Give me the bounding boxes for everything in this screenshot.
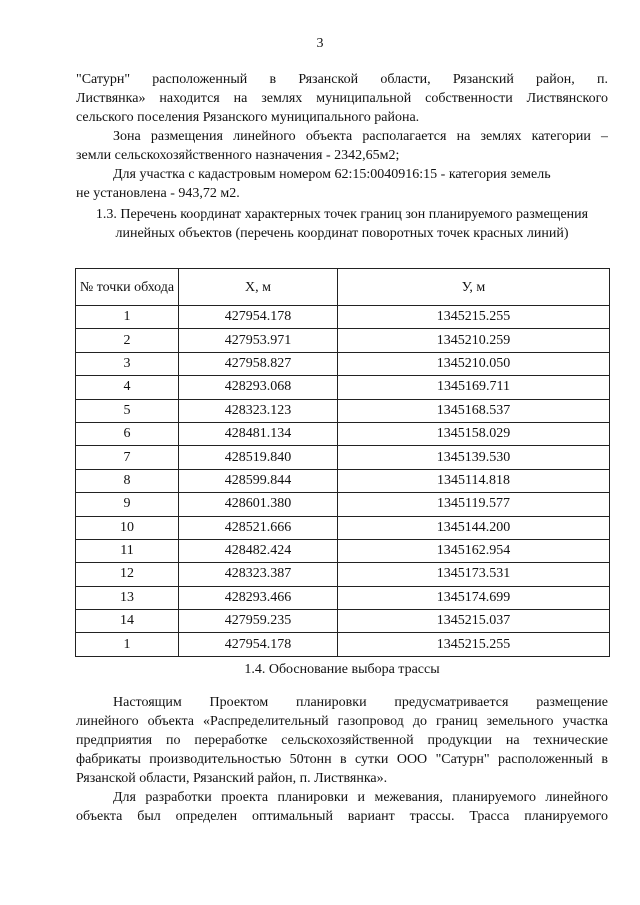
cell-y: 1345210.050 bbox=[338, 352, 610, 375]
text-line: "Сатурн" расположенный в Рязанской области, Рязанский район, п. bbox=[76, 72, 608, 87]
parcel-paragraph bbox=[76, 165, 608, 203]
table-row bbox=[76, 539, 610, 562]
text-line: земли сельскохозяйственного назначения - 2342,65м2; bbox=[76, 148, 400, 163]
route-paragraph bbox=[76, 788, 608, 826]
text-line: сельского поселения Рязанского муниципального района. bbox=[76, 110, 420, 125]
text-line: фабрикаты производительностью 50тонн в сутки ООО "Сатурн" расположенный в bbox=[76, 752, 608, 767]
header-y: У, м bbox=[338, 269, 610, 306]
text-line: Для разработки проекта планировки и межевания, планируемого линейного bbox=[113, 790, 608, 805]
text-line: не установлена - 943,72 м2. bbox=[76, 186, 240, 201]
cell-point: 10 bbox=[76, 516, 179, 539]
cell-point: 1 bbox=[76, 306, 179, 329]
cell-point: 4 bbox=[76, 376, 179, 399]
cell-x: 428323.123 bbox=[179, 399, 338, 422]
page-number: 3 bbox=[316, 36, 324, 51]
cell-x: 428293.466 bbox=[179, 586, 338, 609]
section-heading-1-3 bbox=[76, 205, 608, 243]
cell-point: 5 bbox=[76, 399, 179, 422]
cell-point: 11 bbox=[76, 539, 179, 562]
table-row bbox=[76, 329, 610, 352]
table-row bbox=[76, 493, 610, 516]
cell-x: 428599.844 bbox=[179, 469, 338, 492]
cell-x: 428293.068 bbox=[179, 376, 338, 399]
table-row bbox=[76, 633, 610, 656]
table-row bbox=[76, 422, 610, 445]
text-line: Листвянка» находится на землях муниципальной собственности Листвянского bbox=[76, 91, 608, 106]
text-line: объекта был определен оптимальный вариант трассы. Трасса планируемого bbox=[76, 809, 608, 824]
intro-paragraph bbox=[76, 70, 608, 127]
cell-x: 428521.666 bbox=[179, 516, 338, 539]
cell-y: 1345168.537 bbox=[338, 399, 610, 422]
cell-x: 427958.827 bbox=[179, 352, 338, 375]
text-line: предприятия по переработке сельскохозяйственной продукции на технические bbox=[76, 733, 608, 748]
cell-point: 14 bbox=[76, 610, 179, 633]
section-title: 1.4. Обоснование выбора трассы bbox=[244, 662, 440, 677]
cell-x: 427959.235 bbox=[179, 610, 338, 633]
text-line: Рязанской области, Рязанский район, п. Листвянка». bbox=[76, 771, 388, 786]
text-line: Настоящим Проектом планировки предусматривается размещение bbox=[113, 695, 608, 710]
cell-point: 9 bbox=[76, 493, 179, 516]
table-row bbox=[76, 516, 610, 539]
text-line: линейного объекта «Распределительный газопровод до границ земельного участка bbox=[76, 714, 608, 729]
table-row bbox=[76, 469, 610, 492]
header-x: Х, м bbox=[179, 269, 338, 306]
cell-y: 1345158.029 bbox=[338, 422, 610, 445]
cell-y: 1345173.531 bbox=[338, 563, 610, 586]
text-line: Зона размещения линейного объекта располагается на землях категории – bbox=[113, 129, 608, 144]
text-line: Для участка с кадастровым номером 62:15:0040916:15 - категория земель bbox=[113, 167, 551, 182]
cell-point: 12 bbox=[76, 563, 179, 586]
table-header-row bbox=[76, 269, 610, 306]
header-point-number: № точки обхода bbox=[76, 269, 179, 306]
cell-point: 13 bbox=[76, 586, 179, 609]
cell-y: 1345169.711 bbox=[338, 376, 610, 399]
cell-y: 1345174.699 bbox=[338, 586, 610, 609]
cell-x: 428323.387 bbox=[179, 563, 338, 586]
cell-y: 1345215.255 bbox=[338, 633, 610, 656]
table-row bbox=[76, 563, 610, 586]
project-paragraph bbox=[76, 693, 608, 788]
cell-y: 1345210.259 bbox=[338, 329, 610, 352]
table-row bbox=[76, 352, 610, 375]
cell-y: 1345114.818 bbox=[338, 469, 610, 492]
cell-y: 1345215.255 bbox=[338, 306, 610, 329]
table-row bbox=[76, 586, 610, 609]
cell-x: 428482.424 bbox=[179, 539, 338, 562]
table-row bbox=[76, 376, 610, 399]
cell-x: 427953.971 bbox=[179, 329, 338, 352]
section-title: 1.3. Перечень координат характерных точек границ зон планируемого размещения линейных объектов (перечень координат поворотных точек красных линий) bbox=[95, 207, 589, 241]
cell-point: 3 bbox=[76, 352, 179, 375]
table-row bbox=[76, 306, 610, 329]
cell-x: 428481.134 bbox=[179, 422, 338, 445]
cell-y: 1345162.954 bbox=[338, 539, 610, 562]
cell-x: 427954.178 bbox=[179, 306, 338, 329]
cell-x: 427954.178 bbox=[179, 633, 338, 656]
table-row bbox=[76, 399, 610, 422]
cell-x: 428601.380 bbox=[179, 493, 338, 516]
cell-y: 1345119.577 bbox=[338, 493, 610, 516]
cell-point: 2 bbox=[76, 329, 179, 352]
cell-y: 1345215.037 bbox=[338, 610, 610, 633]
table-row bbox=[76, 610, 610, 633]
cell-point: 1 bbox=[76, 633, 179, 656]
section-heading-1-4 bbox=[76, 660, 608, 679]
coordinates-table bbox=[75, 268, 610, 657]
cell-y: 1345144.200 bbox=[338, 516, 610, 539]
cell-point: 6 bbox=[76, 422, 179, 445]
table-row bbox=[76, 446, 610, 469]
cell-y: 1345139.530 bbox=[338, 446, 610, 469]
zone-paragraph bbox=[76, 127, 608, 165]
cell-point: 8 bbox=[76, 469, 179, 492]
cell-point: 7 bbox=[76, 446, 179, 469]
cell-x: 428519.840 bbox=[179, 446, 338, 469]
